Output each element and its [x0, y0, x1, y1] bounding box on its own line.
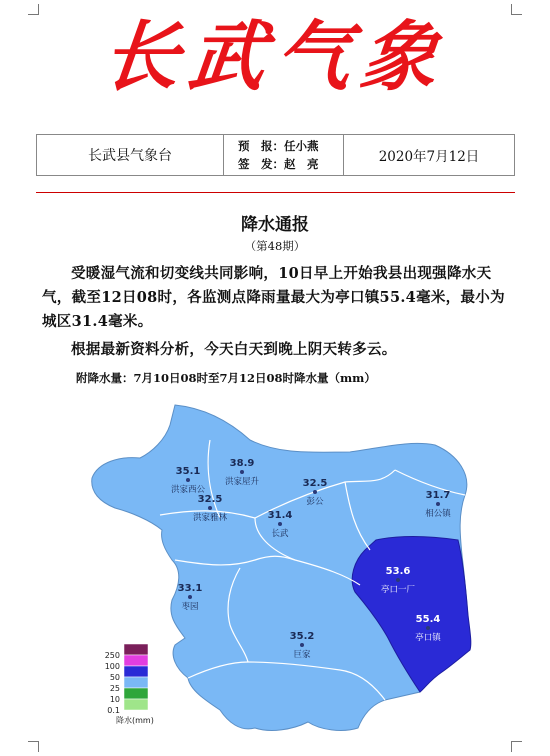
- crop-mark-bottom-right: [511, 741, 522, 752]
- legend-tick: 50: [109, 673, 120, 682]
- station-name: 长武: [271, 529, 289, 539]
- station-value: 35.1: [175, 466, 201, 477]
- legend-tick: 0.1: [107, 706, 120, 715]
- legend-tick: 100: [104, 662, 120, 671]
- station-name: 巨家: [293, 650, 311, 660]
- paragraph-summary: 受暖湿气流和切变线共同影响，10日早上开始我县出现强降水天气，截至12日08时，各监测点降雨量最大为亭口镇55.4毫米，最小为城区31.4毫米。: [42, 265, 505, 330]
- station-value: 55.4: [415, 614, 441, 625]
- station-dot: [278, 522, 282, 526]
- precipitation-map: [80, 400, 480, 735]
- station-name: 相公镇: [425, 509, 451, 519]
- legend-title: 降水(mm): [116, 716, 154, 725]
- forecaster-name: 任小燕: [284, 139, 319, 153]
- legend-swatch: [124, 644, 148, 655]
- station-dot: [186, 478, 190, 482]
- station-dot: [313, 490, 317, 494]
- station-name: 枣园: [181, 602, 199, 612]
- station-value: 33.1: [177, 583, 203, 594]
- legend-tick: 250: [104, 651, 120, 660]
- station-dot: [426, 626, 430, 630]
- station-value: 32.5: [197, 494, 223, 505]
- station-name: 彭公: [306, 497, 324, 507]
- header-info-box: [36, 134, 515, 176]
- legend-swatch: [124, 688, 148, 699]
- map-legend: [105, 644, 154, 725]
- station-dot: [436, 502, 440, 506]
- station-dot: [300, 643, 304, 647]
- station-value: 32.5: [302, 478, 328, 489]
- station-name: 长武县气象台: [37, 135, 224, 175]
- signer-label: 签 发：: [238, 157, 284, 171]
- station-dot: [188, 595, 192, 599]
- station-name: 洪家雅林: [192, 513, 228, 523]
- issue-date: 2020年7月12日: [378, 149, 480, 165]
- station-value: 53.6: [385, 566, 411, 577]
- station-name: 洪家西公: [170, 485, 206, 495]
- station-name: 洪家屋升: [224, 477, 260, 487]
- legend-swatch: [124, 655, 148, 666]
- station-value: 35.2: [289, 631, 315, 642]
- signer-name: 赵 亮: [284, 157, 319, 171]
- station-dot: [208, 506, 212, 510]
- station-value: 31.4: [267, 510, 293, 521]
- station-name: 亭口镇: [415, 633, 441, 643]
- issue-number: （第48期）: [244, 239, 306, 253]
- signer-row: [238, 155, 319, 173]
- staff-info: [224, 135, 344, 175]
- legend-tick: 10: [109, 695, 120, 704]
- legend-tick: 25: [109, 684, 120, 693]
- paragraph-forecast: 根据最新资料分析，今天白天到晚上阴天转多云。: [71, 341, 397, 358]
- red-divider: [36, 192, 515, 193]
- legend-swatch: [124, 677, 148, 688]
- station-value: 38.9: [229, 458, 255, 469]
- forecaster-row: [238, 137, 319, 155]
- legend-swatch: [124, 699, 148, 710]
- legend-swatch: [124, 666, 148, 677]
- forecaster-label: 预 报：: [238, 139, 284, 153]
- station-name: 亭口一厂: [380, 585, 416, 595]
- masthead-title: 长武气象: [98, 12, 452, 101]
- station-value: 31.7: [425, 490, 451, 501]
- map-caption: 附降水量：7月10日08时至7月12日08时降水量（mm）: [76, 371, 376, 385]
- crop-mark-bottom-left: [28, 741, 39, 752]
- station-dot: [396, 578, 400, 582]
- bulletin-title: 降水通报: [241, 215, 309, 235]
- station-dot: [240, 470, 244, 474]
- legend-swatches: [105, 644, 148, 715]
